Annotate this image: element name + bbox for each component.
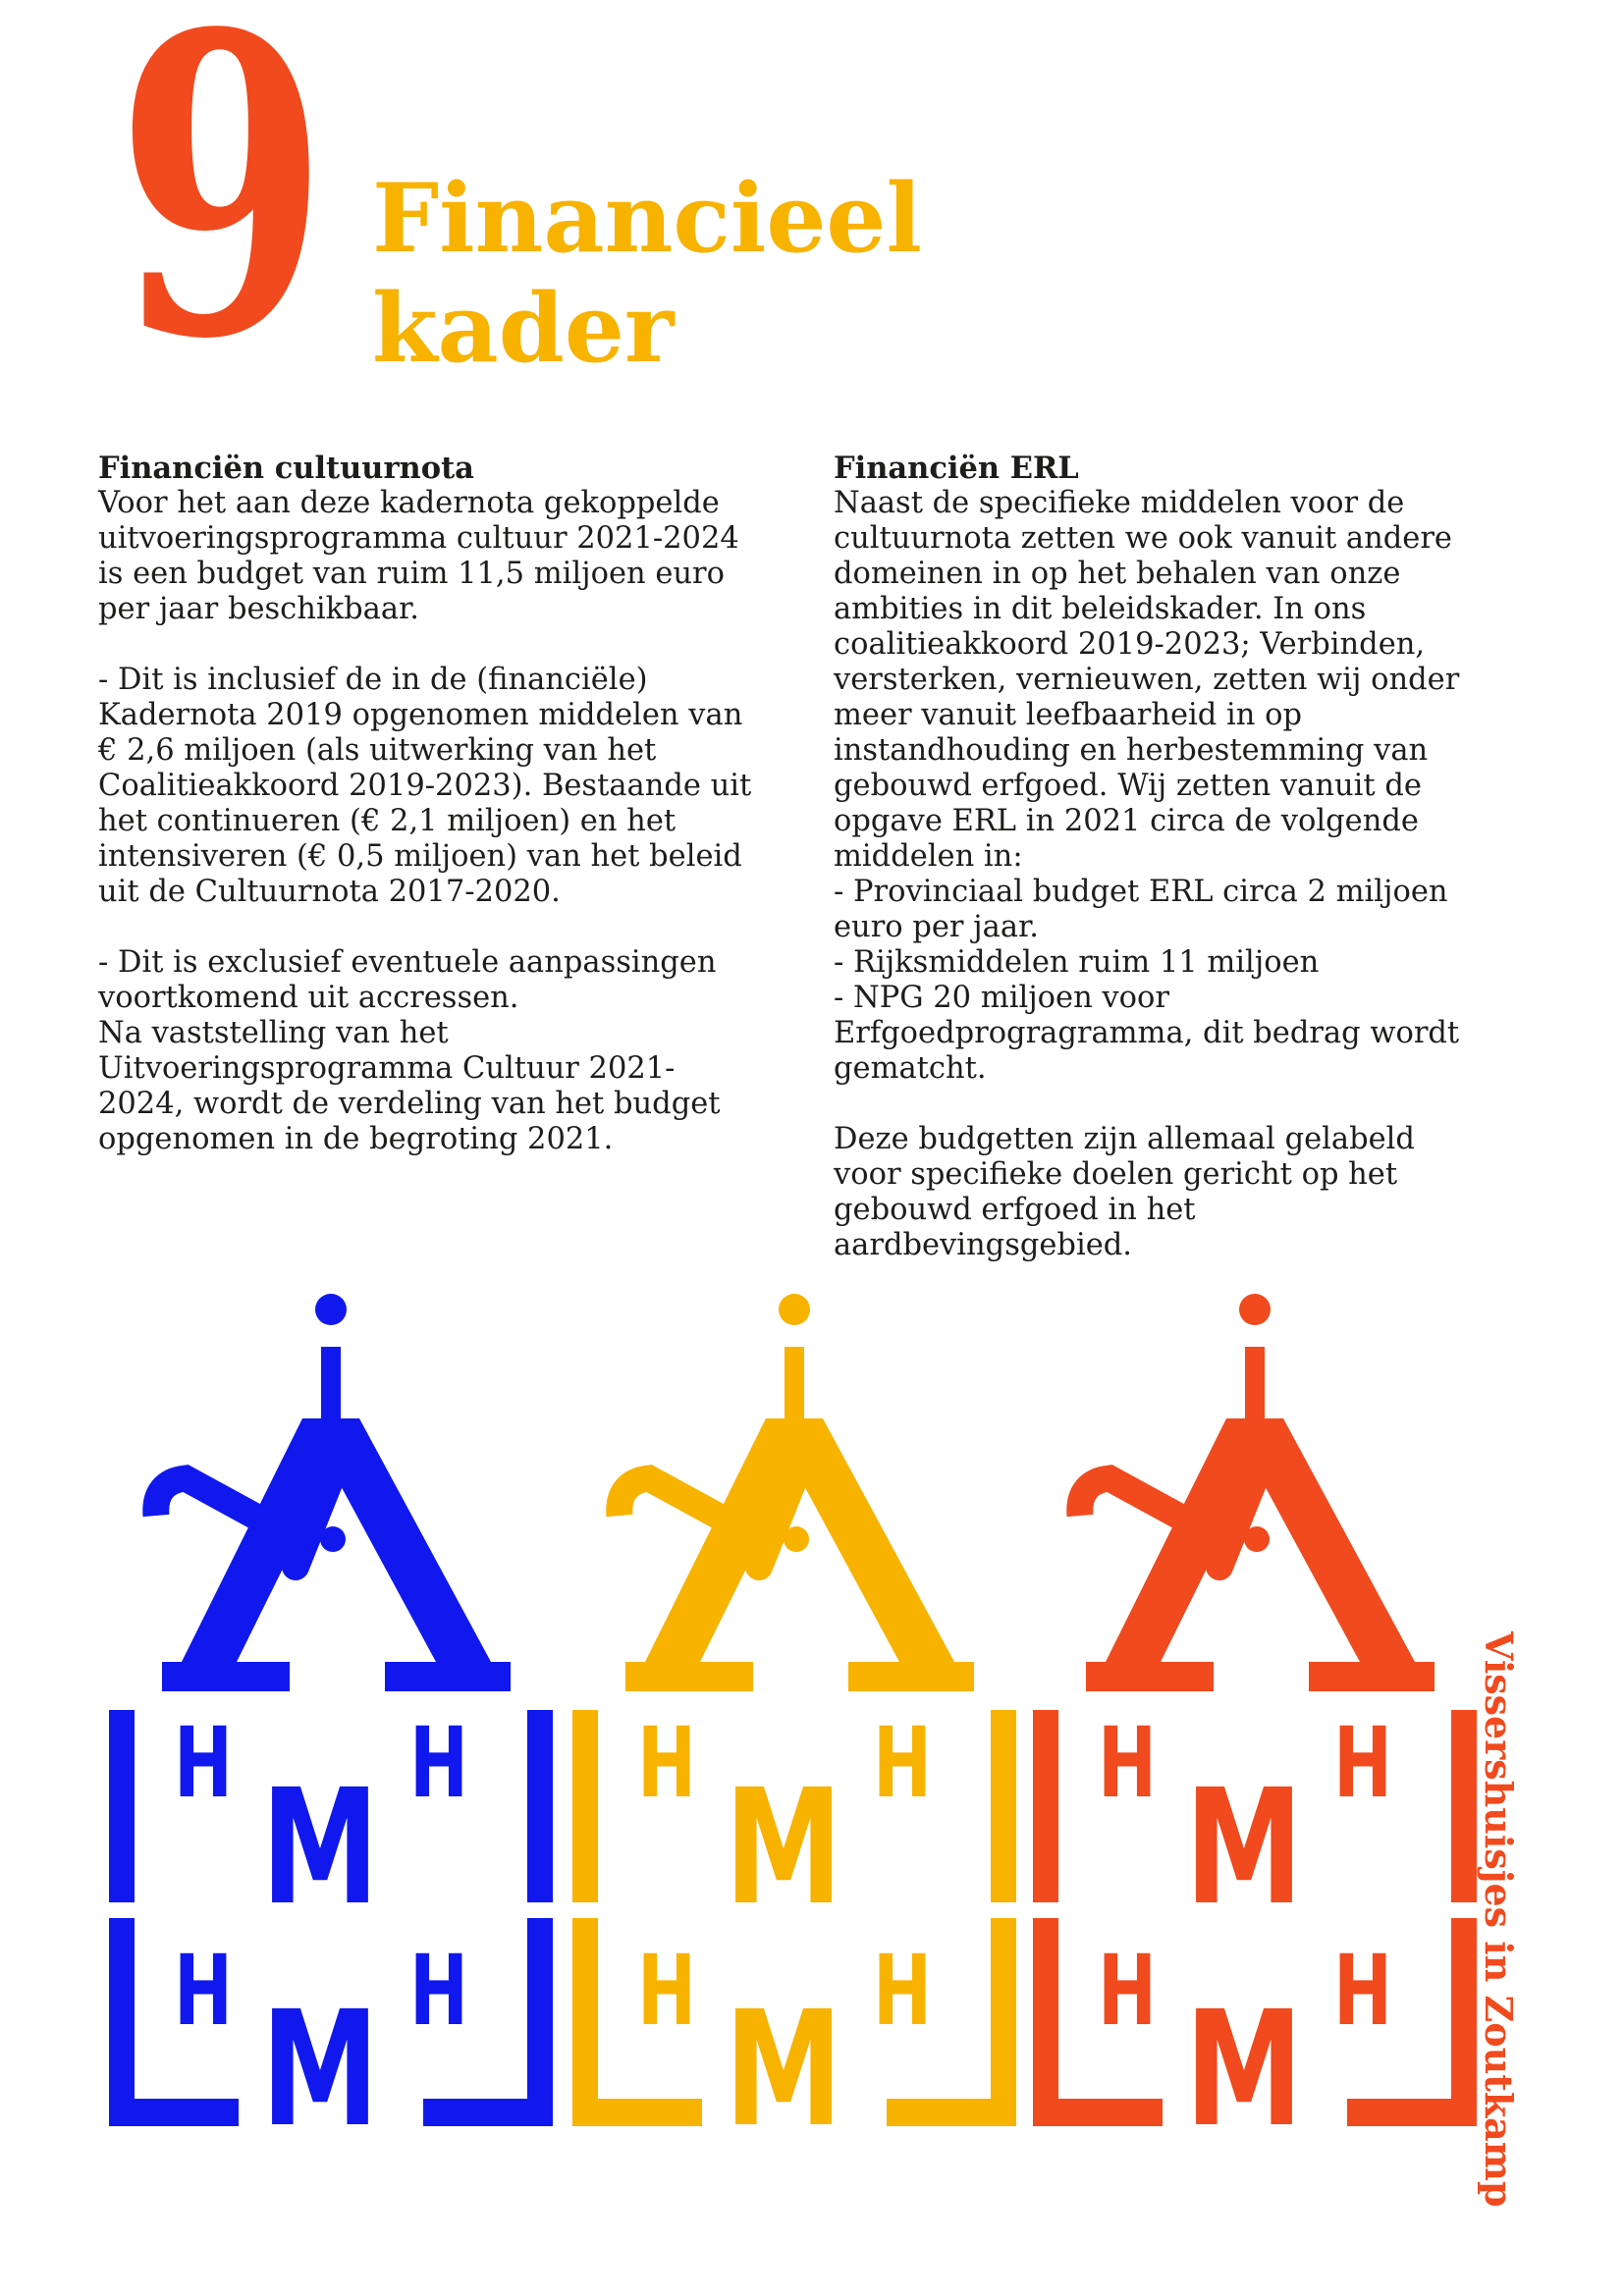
paragraph: Naast de specifieke middelen voor de cultuurnota zetten we ook vanuit andere domeinen in op het behalen van onze ambities in dit beleidskader. In ons coalitieakkoord 2019-2023; Verbinden, versterken, vernieuwen, zetten wij onder meer vanuit leefbaarheid in op instandhouding en herbestemming van gebouwd erfgoed. Wij zetten vanuit de opgave ERL in 2021 circa de volgende middelen in:	[834, 486, 1460, 874]
paragraph: - Dit is inclusief de in de (financiële) Kadernota 2019 opgenomen middelen van € 2,6 miljoen (als uitwerking van het Coalitieakkoord 2019-2023). Bestaande uit het continueren (€ 2,1 miljoen) en het intensiveren (€ 0,5 miljoen) van het beleid uit de Cultuurnota 2017-2020.	[98, 663, 752, 909]
house-letter: H	[409, 1707, 468, 1820]
bullet-line: - Provinciaal budget ERL circa 2 miljoen euro per jaar.	[834, 875, 1448, 944]
page-title-line2: kader	[372, 273, 675, 384]
house-letter: M	[725, 1978, 842, 2158]
chapter-number: 9	[116, 0, 329, 430]
house-letter: M	[1185, 1756, 1303, 1941]
house-letter: H	[1333, 1707, 1392, 1820]
page-title-line1: Financieel	[372, 163, 922, 274]
house-letter: H	[174, 1707, 233, 1820]
fisher-houses-artwork	[0, 1294, 1624, 2208]
house-gold	[572, 1294, 1016, 2158]
house-letter: H	[1098, 1935, 1157, 2048]
text-columns	[98, 451, 1487, 1263]
house-orange	[1033, 1294, 1477, 2158]
house-blue	[109, 1294, 553, 2158]
house-letter: M	[261, 1978, 379, 2158]
house-letter: H	[1098, 1707, 1157, 1820]
paragraph: Na vaststelling van het Uitvoeringsprogramma Cultuur 2021-2024, wordt de verdeling van het budget opgenomen in de begroting 2021.	[98, 1016, 721, 1156]
house-letter: M	[261, 1756, 379, 1941]
column-financien-erl	[834, 451, 1487, 1263]
house-letter: H	[637, 1707, 696, 1820]
house-letter: H	[174, 1935, 233, 2048]
column-heading: Financiën ERL	[834, 451, 1079, 486]
artwork-caption: Vissershuisjes in Zoutkamp	[1477, 1631, 1521, 2208]
house-letter: H	[637, 1935, 696, 2048]
paragraph: Voor het aan deze kadernota gekoppelde uitvoeringsprogramma cultuur 2021-2024 is een budget van ruim 11,5 miljoen euro per jaar beschikbaar.	[98, 486, 739, 626]
bullet-line: - Rijksmiddelen ruim 11 miljoen	[834, 945, 1320, 980]
page-title	[372, 164, 922, 384]
column-heading: Financiën cultuurnota	[98, 451, 474, 486]
house-letter: H	[873, 1707, 932, 1820]
house-letter: M	[725, 1756, 842, 1941]
house-letter: M	[1185, 1978, 1303, 2158]
paragraph: - Dit is exclusief eventuele aanpassingen voortkomend uit accressen.	[98, 945, 717, 1015]
house-letter: H	[1333, 1935, 1392, 2048]
paragraph: Deze budgetten zijn allemaal gelabeld voor specifieke doelen gericht op het gebouwd erfgoed in het aardbevingsgebied.	[834, 1122, 1415, 1262]
column-financien-cultuurnota	[98, 451, 758, 1263]
house-letter: H	[873, 1935, 932, 2048]
house-letter: H	[409, 1935, 468, 2048]
bullet-line: - NPG 20 miljoen voor Erfgoedprogragramma, dit bedrag wordt gematcht.	[834, 981, 1460, 1086]
